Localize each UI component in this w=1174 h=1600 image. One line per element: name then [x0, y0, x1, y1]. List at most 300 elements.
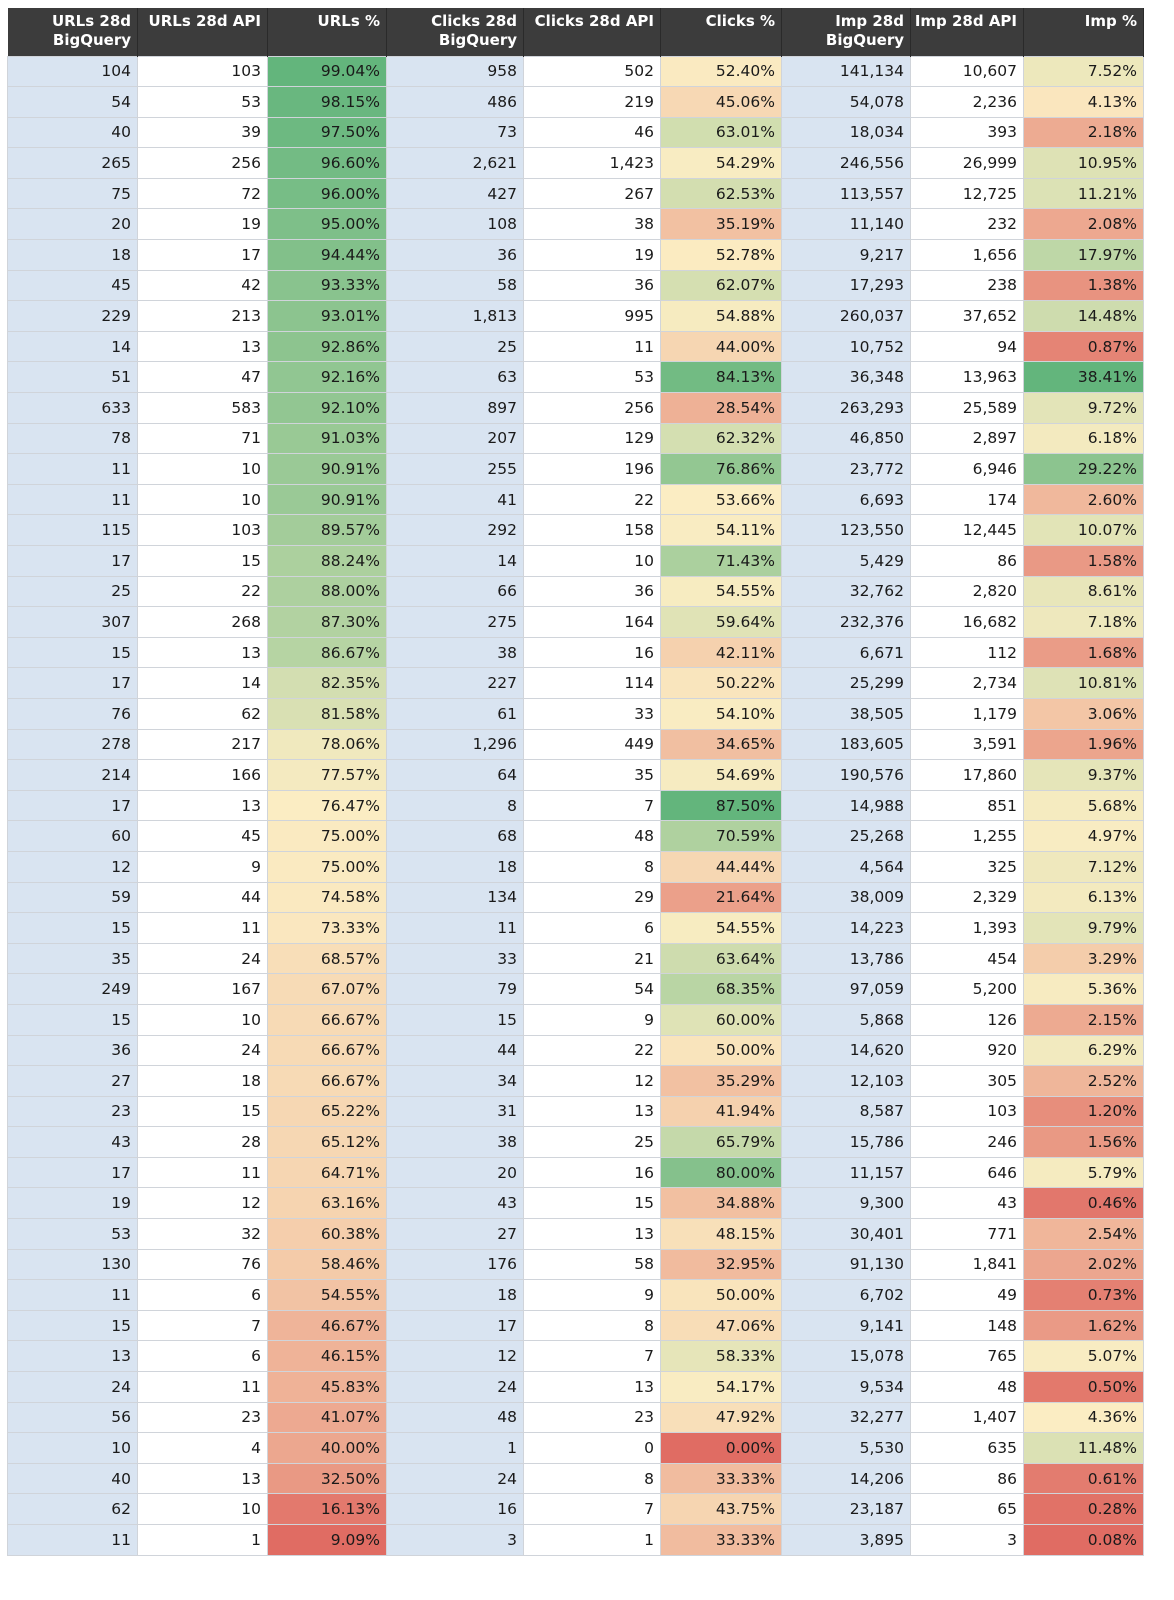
- cell-urls-bigquery[interactable]: 104: [8, 56, 138, 87]
- cell-clicks-bigquery[interactable]: 207: [387, 423, 524, 454]
- cell-clicks-bigquery[interactable]: 11: [387, 913, 524, 944]
- cell-imp-pct[interactable]: 4.36%: [1024, 1402, 1144, 1433]
- cell-imp-pct[interactable]: 1.56%: [1024, 1127, 1144, 1158]
- cell-imp-bigquery[interactable]: 6,702: [782, 1280, 911, 1311]
- cell-imp-api[interactable]: 765: [911, 1341, 1024, 1372]
- cell-clicks-pct[interactable]: 35.29%: [661, 1066, 782, 1097]
- cell-urls-pct[interactable]: 96.00%: [268, 178, 387, 209]
- cell-clicks-pct[interactable]: 43.75%: [661, 1494, 782, 1525]
- cell-urls-pct[interactable]: 93.01%: [268, 301, 387, 332]
- cell-imp-pct[interactable]: 14.48%: [1024, 301, 1144, 332]
- cell-urls-api[interactable]: 24: [138, 1035, 268, 1066]
- cell-imp-pct[interactable]: 0.50%: [1024, 1372, 1144, 1403]
- cell-urls-pct[interactable]: 96.60%: [268, 148, 387, 179]
- cell-clicks-bigquery[interactable]: 14: [387, 546, 524, 577]
- cell-imp-api[interactable]: 305: [911, 1066, 1024, 1097]
- cell-imp-bigquery[interactable]: 36,348: [782, 362, 911, 393]
- cell-imp-api[interactable]: 2,734: [911, 668, 1024, 699]
- cell-clicks-pct[interactable]: 62.07%: [661, 270, 782, 301]
- cell-clicks-pct[interactable]: 63.01%: [661, 117, 782, 148]
- cell-imp-bigquery[interactable]: 23,187: [782, 1494, 911, 1525]
- cell-imp-api[interactable]: 103: [911, 1096, 1024, 1127]
- cell-imp-pct[interactable]: 0.28%: [1024, 1494, 1144, 1525]
- cell-imp-api[interactable]: 646: [911, 1157, 1024, 1188]
- cell-urls-api[interactable]: 47: [138, 362, 268, 393]
- cell-imp-pct[interactable]: 0.61%: [1024, 1463, 1144, 1494]
- cell-imp-api[interactable]: 771: [911, 1219, 1024, 1250]
- cell-clicks-pct[interactable]: 42.11%: [661, 637, 782, 668]
- cell-imp-bigquery[interactable]: 46,850: [782, 423, 911, 454]
- cell-clicks-bigquery[interactable]: 63: [387, 362, 524, 393]
- cell-urls-bigquery[interactable]: 59: [8, 882, 138, 913]
- cell-clicks-pct[interactable]: 0.00%: [661, 1433, 782, 1464]
- cell-clicks-bigquery[interactable]: 68: [387, 821, 524, 852]
- cell-clicks-api[interactable]: 256: [524, 393, 661, 424]
- cell-urls-bigquery[interactable]: 278: [8, 729, 138, 760]
- cell-clicks-bigquery[interactable]: 15: [387, 1004, 524, 1035]
- cell-clicks-api[interactable]: 6: [524, 913, 661, 944]
- cell-imp-pct[interactable]: 5.07%: [1024, 1341, 1144, 1372]
- cell-urls-pct[interactable]: 60.38%: [268, 1219, 387, 1250]
- cell-imp-bigquery[interactable]: 11,157: [782, 1157, 911, 1188]
- cell-clicks-api[interactable]: 53: [524, 362, 661, 393]
- cell-imp-bigquery[interactable]: 30,401: [782, 1219, 911, 1250]
- cell-imp-bigquery[interactable]: 5,530: [782, 1433, 911, 1464]
- cell-imp-api[interactable]: 1,656: [911, 240, 1024, 271]
- cell-urls-api[interactable]: 166: [138, 760, 268, 791]
- cell-urls-bigquery[interactable]: 56: [8, 1402, 138, 1433]
- cell-urls-bigquery[interactable]: 51: [8, 362, 138, 393]
- cell-clicks-bigquery[interactable]: 227: [387, 668, 524, 699]
- header-imp-bigquery[interactable]: Imp 28d BigQuery: [782, 8, 911, 56]
- cell-imp-pct[interactable]: 3.29%: [1024, 943, 1144, 974]
- cell-imp-pct[interactable]: 2.18%: [1024, 117, 1144, 148]
- cell-urls-api[interactable]: 6: [138, 1280, 268, 1311]
- cell-clicks-api[interactable]: 15: [524, 1188, 661, 1219]
- cell-clicks-api[interactable]: 8: [524, 1310, 661, 1341]
- cell-urls-bigquery[interactable]: 23: [8, 1096, 138, 1127]
- cell-urls-bigquery[interactable]: 15: [8, 1004, 138, 1035]
- cell-clicks-bigquery[interactable]: 48: [387, 1402, 524, 1433]
- cell-clicks-api[interactable]: 7: [524, 1341, 661, 1372]
- cell-clicks-api[interactable]: 36: [524, 270, 661, 301]
- cell-imp-api[interactable]: 2,820: [911, 576, 1024, 607]
- cell-urls-pct[interactable]: 74.58%: [268, 882, 387, 913]
- cell-imp-pct[interactable]: 5.36%: [1024, 974, 1144, 1005]
- cell-imp-api[interactable]: 6,946: [911, 454, 1024, 485]
- cell-clicks-bigquery[interactable]: 41: [387, 484, 524, 515]
- cell-urls-bigquery[interactable]: 10: [8, 1433, 138, 1464]
- cell-urls-api[interactable]: 213: [138, 301, 268, 332]
- cell-clicks-bigquery[interactable]: 66: [387, 576, 524, 607]
- cell-urls-bigquery[interactable]: 40: [8, 1463, 138, 1494]
- header-clicks-pct[interactable]: Clicks %: [661, 8, 782, 56]
- cell-clicks-bigquery[interactable]: 16: [387, 1494, 524, 1525]
- cell-imp-pct[interactable]: 4.97%: [1024, 821, 1144, 852]
- header-urls-pct[interactable]: URLs %: [268, 8, 387, 56]
- cell-urls-pct[interactable]: 92.86%: [268, 331, 387, 362]
- cell-imp-bigquery[interactable]: 9,300: [782, 1188, 911, 1219]
- cell-clicks-api[interactable]: 449: [524, 729, 661, 760]
- cell-imp-bigquery[interactable]: 18,034: [782, 117, 911, 148]
- cell-clicks-api[interactable]: 1,423: [524, 148, 661, 179]
- cell-urls-pct[interactable]: 65.22%: [268, 1096, 387, 1127]
- cell-clicks-bigquery[interactable]: 25: [387, 331, 524, 362]
- cell-imp-pct[interactable]: 29.22%: [1024, 454, 1144, 485]
- cell-clicks-pct[interactable]: 54.55%: [661, 576, 782, 607]
- cell-urls-pct[interactable]: 9.09%: [268, 1525, 387, 1556]
- cell-imp-bigquery[interactable]: 25,268: [782, 821, 911, 852]
- cell-clicks-bigquery[interactable]: 486: [387, 87, 524, 118]
- cell-urls-api[interactable]: 17: [138, 240, 268, 271]
- cell-clicks-pct[interactable]: 50.00%: [661, 1035, 782, 1066]
- cell-urls-api[interactable]: 39: [138, 117, 268, 148]
- cell-clicks-pct[interactable]: 48.15%: [661, 1219, 782, 1250]
- cell-urls-pct[interactable]: 66.67%: [268, 1035, 387, 1066]
- cell-urls-api[interactable]: 103: [138, 56, 268, 87]
- cell-urls-pct[interactable]: 86.67%: [268, 637, 387, 668]
- cell-imp-api[interactable]: 851: [911, 790, 1024, 821]
- header-urls-api[interactable]: URLs 28d API: [138, 8, 268, 56]
- cell-clicks-api[interactable]: 219: [524, 87, 661, 118]
- cell-clicks-bigquery[interactable]: 73: [387, 117, 524, 148]
- cell-urls-pct[interactable]: 95.00%: [268, 209, 387, 240]
- cell-imp-api[interactable]: 86: [911, 546, 1024, 577]
- cell-imp-pct[interactable]: 3.06%: [1024, 698, 1144, 729]
- cell-clicks-bigquery[interactable]: 31: [387, 1096, 524, 1127]
- cell-urls-bigquery[interactable]: 13: [8, 1341, 138, 1372]
- cell-clicks-pct[interactable]: 54.11%: [661, 515, 782, 546]
- cell-clicks-pct[interactable]: 84.13%: [661, 362, 782, 393]
- cell-clicks-bigquery[interactable]: 3: [387, 1525, 524, 1556]
- cell-imp-pct[interactable]: 10.95%: [1024, 148, 1144, 179]
- cell-clicks-bigquery[interactable]: 134: [387, 882, 524, 913]
- cell-urls-pct[interactable]: 73.33%: [268, 913, 387, 944]
- cell-urls-api[interactable]: 13: [138, 790, 268, 821]
- cell-urls-api[interactable]: 24: [138, 943, 268, 974]
- cell-clicks-pct[interactable]: 33.33%: [661, 1525, 782, 1556]
- cell-urls-bigquery[interactable]: 25: [8, 576, 138, 607]
- cell-clicks-api[interactable]: 54: [524, 974, 661, 1005]
- cell-urls-bigquery[interactable]: 15: [8, 637, 138, 668]
- cell-urls-pct[interactable]: 88.24%: [268, 546, 387, 577]
- cell-clicks-pct[interactable]: 60.00%: [661, 1004, 782, 1035]
- cell-imp-bigquery[interactable]: 141,134: [782, 56, 911, 87]
- cell-clicks-pct[interactable]: 62.32%: [661, 423, 782, 454]
- cell-imp-bigquery[interactable]: 123,550: [782, 515, 911, 546]
- cell-clicks-api[interactable]: 995: [524, 301, 661, 332]
- cell-clicks-bigquery[interactable]: 427: [387, 178, 524, 209]
- cell-urls-api[interactable]: 268: [138, 607, 268, 638]
- cell-imp-api[interactable]: 49: [911, 1280, 1024, 1311]
- cell-clicks-bigquery[interactable]: 64: [387, 760, 524, 791]
- cell-imp-api[interactable]: 1,179: [911, 698, 1024, 729]
- cell-imp-bigquery[interactable]: 38,009: [782, 882, 911, 913]
- cell-clicks-pct[interactable]: 32.95%: [661, 1249, 782, 1280]
- cell-urls-bigquery[interactable]: 24: [8, 1372, 138, 1403]
- cell-urls-pct[interactable]: 46.15%: [268, 1341, 387, 1372]
- cell-clicks-api[interactable]: 48: [524, 821, 661, 852]
- cell-urls-api[interactable]: 167: [138, 974, 268, 1005]
- cell-clicks-bigquery[interactable]: 38: [387, 1127, 524, 1158]
- cell-clicks-pct[interactable]: 44.00%: [661, 331, 782, 362]
- cell-imp-api[interactable]: 2,897: [911, 423, 1024, 454]
- cell-imp-bigquery[interactable]: 232,376: [782, 607, 911, 638]
- cell-imp-pct[interactable]: 1.38%: [1024, 270, 1144, 301]
- cell-clicks-bigquery[interactable]: 8: [387, 790, 524, 821]
- cell-urls-pct[interactable]: 92.10%: [268, 393, 387, 424]
- cell-urls-api[interactable]: 9: [138, 851, 268, 882]
- cell-imp-bigquery[interactable]: 6,671: [782, 637, 911, 668]
- cell-imp-bigquery[interactable]: 13,786: [782, 943, 911, 974]
- cell-urls-pct[interactable]: 81.58%: [268, 698, 387, 729]
- cell-clicks-api[interactable]: 129: [524, 423, 661, 454]
- cell-imp-bigquery[interactable]: 15,786: [782, 1127, 911, 1158]
- cell-imp-api[interactable]: 12,725: [911, 178, 1024, 209]
- cell-clicks-bigquery[interactable]: 58: [387, 270, 524, 301]
- cell-urls-api[interactable]: 583: [138, 393, 268, 424]
- cell-imp-api[interactable]: 12,445: [911, 515, 1024, 546]
- cell-urls-api[interactable]: 13: [138, 637, 268, 668]
- cell-imp-bigquery[interactable]: 23,772: [782, 454, 911, 485]
- cell-clicks-api[interactable]: 1: [524, 1525, 661, 1556]
- cell-urls-api[interactable]: 13: [138, 1463, 268, 1494]
- cell-clicks-pct[interactable]: 71.43%: [661, 546, 782, 577]
- cell-imp-api[interactable]: 635: [911, 1433, 1024, 1464]
- cell-imp-pct[interactable]: 38.41%: [1024, 362, 1144, 393]
- cell-urls-bigquery[interactable]: 75: [8, 178, 138, 209]
- cell-imp-pct[interactable]: 2.08%: [1024, 209, 1144, 240]
- cell-urls-bigquery[interactable]: 265: [8, 148, 138, 179]
- cell-clicks-pct[interactable]: 50.22%: [661, 668, 782, 699]
- cell-imp-api[interactable]: 393: [911, 117, 1024, 148]
- cell-urls-pct[interactable]: 78.06%: [268, 729, 387, 760]
- cell-imp-pct[interactable]: 2.60%: [1024, 484, 1144, 515]
- cell-imp-api[interactable]: 1,255: [911, 821, 1024, 852]
- cell-urls-pct[interactable]: 45.83%: [268, 1372, 387, 1403]
- cell-urls-bigquery[interactable]: 307: [8, 607, 138, 638]
- cell-clicks-api[interactable]: 16: [524, 1157, 661, 1188]
- cell-imp-api[interactable]: 26,999: [911, 148, 1024, 179]
- cell-imp-bigquery[interactable]: 9,217: [782, 240, 911, 271]
- cell-imp-pct[interactable]: 5.79%: [1024, 1157, 1144, 1188]
- cell-imp-api[interactable]: 16,682: [911, 607, 1024, 638]
- cell-urls-api[interactable]: 14: [138, 668, 268, 699]
- cell-clicks-api[interactable]: 25: [524, 1127, 661, 1158]
- cell-urls-bigquery[interactable]: 18: [8, 240, 138, 271]
- cell-clicks-pct[interactable]: 52.78%: [661, 240, 782, 271]
- cell-urls-pct[interactable]: 97.50%: [268, 117, 387, 148]
- cell-urls-pct[interactable]: 89.57%: [268, 515, 387, 546]
- cell-urls-bigquery[interactable]: 35: [8, 943, 138, 974]
- cell-imp-api[interactable]: 1,393: [911, 913, 1024, 944]
- header-clicks-api[interactable]: Clicks 28d API: [524, 8, 661, 56]
- cell-urls-bigquery[interactable]: 60: [8, 821, 138, 852]
- cell-imp-api[interactable]: 10,607: [911, 56, 1024, 87]
- cell-urls-api[interactable]: 11: [138, 1372, 268, 1403]
- cell-imp-pct[interactable]: 17.97%: [1024, 240, 1144, 271]
- cell-imp-bigquery[interactable]: 260,037: [782, 301, 911, 332]
- cell-imp-api[interactable]: 454: [911, 943, 1024, 974]
- cell-clicks-api[interactable]: 58: [524, 1249, 661, 1280]
- cell-urls-api[interactable]: 71: [138, 423, 268, 454]
- cell-clicks-bigquery[interactable]: 27: [387, 1219, 524, 1250]
- cell-clicks-bigquery[interactable]: 292: [387, 515, 524, 546]
- cell-urls-pct[interactable]: 93.33%: [268, 270, 387, 301]
- cell-urls-api[interactable]: 11: [138, 913, 268, 944]
- cell-clicks-pct[interactable]: 63.64%: [661, 943, 782, 974]
- cell-imp-pct[interactable]: 1.62%: [1024, 1310, 1144, 1341]
- cell-imp-bigquery[interactable]: 54,078: [782, 87, 911, 118]
- cell-imp-api[interactable]: 94: [911, 331, 1024, 362]
- cell-clicks-pct[interactable]: 76.86%: [661, 454, 782, 485]
- cell-imp-bigquery[interactable]: 6,693: [782, 484, 911, 515]
- cell-clicks-pct[interactable]: 41.94%: [661, 1096, 782, 1127]
- cell-clicks-pct[interactable]: 47.92%: [661, 1402, 782, 1433]
- cell-urls-bigquery[interactable]: 19: [8, 1188, 138, 1219]
- cell-imp-pct[interactable]: 1.58%: [1024, 546, 1144, 577]
- cell-clicks-api[interactable]: 22: [524, 484, 661, 515]
- cell-urls-api[interactable]: 22: [138, 576, 268, 607]
- cell-clicks-api[interactable]: 267: [524, 178, 661, 209]
- cell-clicks-api[interactable]: 16: [524, 637, 661, 668]
- cell-clicks-pct[interactable]: 62.53%: [661, 178, 782, 209]
- cell-imp-pct[interactable]: 9.37%: [1024, 760, 1144, 791]
- cell-urls-pct[interactable]: 16.13%: [268, 1494, 387, 1525]
- cell-imp-pct[interactable]: 8.61%: [1024, 576, 1144, 607]
- cell-urls-api[interactable]: 13: [138, 331, 268, 362]
- cell-imp-bigquery[interactable]: 25,299: [782, 668, 911, 699]
- cell-imp-bigquery[interactable]: 32,277: [782, 1402, 911, 1433]
- cell-imp-bigquery[interactable]: 32,762: [782, 576, 911, 607]
- cell-imp-api[interactable]: 174: [911, 484, 1024, 515]
- cell-clicks-pct[interactable]: 68.35%: [661, 974, 782, 1005]
- cell-urls-api[interactable]: 42: [138, 270, 268, 301]
- cell-urls-pct[interactable]: 41.07%: [268, 1402, 387, 1433]
- cell-imp-pct[interactable]: 6.18%: [1024, 423, 1144, 454]
- cell-imp-bigquery[interactable]: 10,752: [782, 331, 911, 362]
- cell-urls-pct[interactable]: 65.12%: [268, 1127, 387, 1158]
- cell-urls-pct[interactable]: 64.71%: [268, 1157, 387, 1188]
- cell-imp-bigquery[interactable]: 9,534: [782, 1372, 911, 1403]
- cell-urls-api[interactable]: 217: [138, 729, 268, 760]
- cell-urls-bigquery[interactable]: 15: [8, 1310, 138, 1341]
- cell-clicks-pct[interactable]: 58.33%: [661, 1341, 782, 1372]
- cell-clicks-api[interactable]: 9: [524, 1004, 661, 1035]
- cell-imp-bigquery[interactable]: 183,605: [782, 729, 911, 760]
- cell-imp-api[interactable]: 17,860: [911, 760, 1024, 791]
- cell-clicks-api[interactable]: 0: [524, 1433, 661, 1464]
- cell-imp-pct[interactable]: 0.87%: [1024, 331, 1144, 362]
- cell-imp-pct[interactable]: 6.13%: [1024, 882, 1144, 913]
- cell-urls-pct[interactable]: 90.91%: [268, 484, 387, 515]
- cell-urls-pct[interactable]: 63.16%: [268, 1188, 387, 1219]
- cell-urls-pct[interactable]: 40.00%: [268, 1433, 387, 1464]
- cell-urls-pct[interactable]: 68.57%: [268, 943, 387, 974]
- cell-imp-bigquery[interactable]: 38,505: [782, 698, 911, 729]
- cell-imp-api[interactable]: 3: [911, 1525, 1024, 1556]
- cell-clicks-bigquery[interactable]: 958: [387, 56, 524, 87]
- cell-imp-pct[interactable]: 11.48%: [1024, 1433, 1144, 1464]
- cell-urls-bigquery[interactable]: 633: [8, 393, 138, 424]
- cell-clicks-bigquery[interactable]: 18: [387, 1280, 524, 1311]
- cell-urls-pct[interactable]: 94.44%: [268, 240, 387, 271]
- cell-urls-pct[interactable]: 58.46%: [268, 1249, 387, 1280]
- cell-urls-bigquery[interactable]: 20: [8, 209, 138, 240]
- cell-clicks-bigquery[interactable]: 18: [387, 851, 524, 882]
- cell-clicks-pct[interactable]: 59.64%: [661, 607, 782, 638]
- cell-urls-api[interactable]: 7: [138, 1310, 268, 1341]
- cell-clicks-api[interactable]: 11: [524, 331, 661, 362]
- cell-urls-bigquery[interactable]: 27: [8, 1066, 138, 1097]
- cell-clicks-bigquery[interactable]: 20: [387, 1157, 524, 1188]
- cell-clicks-api[interactable]: 8: [524, 851, 661, 882]
- cell-clicks-pct[interactable]: 70.59%: [661, 821, 782, 852]
- cell-imp-pct[interactable]: 5.68%: [1024, 790, 1144, 821]
- cell-urls-api[interactable]: 28: [138, 1127, 268, 1158]
- cell-clicks-api[interactable]: 33: [524, 698, 661, 729]
- cell-clicks-bigquery[interactable]: 275: [387, 607, 524, 638]
- cell-urls-bigquery[interactable]: 214: [8, 760, 138, 791]
- cell-urls-bigquery[interactable]: 78: [8, 423, 138, 454]
- cell-imp-pct[interactable]: 11.21%: [1024, 178, 1144, 209]
- cell-imp-api[interactable]: 13,963: [911, 362, 1024, 393]
- cell-clicks-api[interactable]: 21: [524, 943, 661, 974]
- cell-urls-api[interactable]: 256: [138, 148, 268, 179]
- cell-urls-bigquery[interactable]: 15: [8, 913, 138, 944]
- cell-imp-pct[interactable]: 7.12%: [1024, 851, 1144, 882]
- cell-imp-bigquery[interactable]: 5,429: [782, 546, 911, 577]
- cell-clicks-pct[interactable]: 80.00%: [661, 1157, 782, 1188]
- cell-urls-pct[interactable]: 98.15%: [268, 87, 387, 118]
- cell-urls-api[interactable]: 6: [138, 1341, 268, 1372]
- cell-urls-api[interactable]: 103: [138, 515, 268, 546]
- cell-clicks-pct[interactable]: 21.64%: [661, 882, 782, 913]
- cell-clicks-api[interactable]: 22: [524, 1035, 661, 1066]
- cell-urls-api[interactable]: 32: [138, 1219, 268, 1250]
- cell-clicks-api[interactable]: 36: [524, 576, 661, 607]
- cell-imp-bigquery[interactable]: 263,293: [782, 393, 911, 424]
- cell-imp-pct[interactable]: 7.52%: [1024, 56, 1144, 87]
- cell-imp-pct[interactable]: 2.52%: [1024, 1066, 1144, 1097]
- cell-urls-api[interactable]: 53: [138, 87, 268, 118]
- cell-imp-pct[interactable]: 2.02%: [1024, 1249, 1144, 1280]
- cell-clicks-bigquery[interactable]: 38: [387, 637, 524, 668]
- cell-clicks-bigquery[interactable]: 255: [387, 454, 524, 485]
- cell-urls-bigquery[interactable]: 11: [8, 484, 138, 515]
- cell-clicks-api[interactable]: 13: [524, 1372, 661, 1403]
- cell-clicks-bigquery[interactable]: 108: [387, 209, 524, 240]
- cell-imp-bigquery[interactable]: 14,206: [782, 1463, 911, 1494]
- cell-imp-api[interactable]: 238: [911, 270, 1024, 301]
- cell-imp-api[interactable]: 232: [911, 209, 1024, 240]
- cell-urls-bigquery[interactable]: 11: [8, 1280, 138, 1311]
- cell-imp-api[interactable]: 1,841: [911, 1249, 1024, 1280]
- header-imp-api[interactable]: Imp 28d API: [911, 8, 1024, 56]
- cell-urls-bigquery[interactable]: 17: [8, 790, 138, 821]
- cell-imp-api[interactable]: 112: [911, 637, 1024, 668]
- cell-urls-api[interactable]: 18: [138, 1066, 268, 1097]
- cell-clicks-bigquery[interactable]: 36: [387, 240, 524, 271]
- cell-urls-bigquery[interactable]: 40: [8, 117, 138, 148]
- cell-urls-bigquery[interactable]: 54: [8, 87, 138, 118]
- cell-imp-api[interactable]: 65: [911, 1494, 1024, 1525]
- cell-imp-pct[interactable]: 10.81%: [1024, 668, 1144, 699]
- cell-clicks-pct[interactable]: 87.50%: [661, 790, 782, 821]
- cell-imp-pct[interactable]: 4.13%: [1024, 87, 1144, 118]
- cell-clicks-pct[interactable]: 53.66%: [661, 484, 782, 515]
- cell-imp-bigquery[interactable]: 97,059: [782, 974, 911, 1005]
